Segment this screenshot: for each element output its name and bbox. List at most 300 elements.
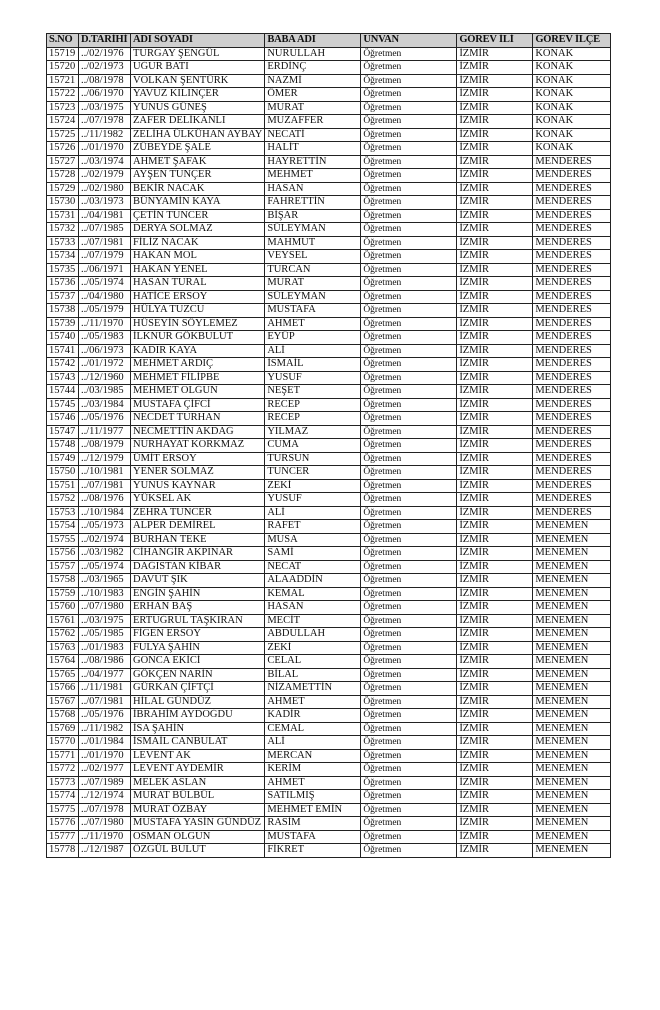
table-row <box>47 101 611 115</box>
cell-father-name: AHMET <box>265 776 361 790</box>
cell-title: Öğretmen <box>361 682 457 696</box>
cell-full-name: ENGİN ŞAHİN <box>131 587 265 601</box>
cell-province: İZMİR <box>457 736 533 750</box>
cell-province: İZMİR <box>457 763 533 777</box>
cell-sno: 15745 <box>47 398 79 412</box>
table-row <box>47 425 611 439</box>
cell-title: Öğretmen <box>361 560 457 574</box>
cell-father-name: TURCAN <box>265 263 361 277</box>
cell-birth-date: ../01/1970 <box>79 749 131 763</box>
cell-district: MENEMEN <box>533 668 611 682</box>
table-row <box>47 614 611 628</box>
table-row <box>47 776 611 790</box>
cell-father-name: SÜLEYMAN <box>265 223 361 237</box>
cell-district: MENDERES <box>533 506 611 520</box>
cell-father-name: KADİR <box>265 709 361 723</box>
table-row <box>47 88 611 102</box>
cell-sno: 15742 <box>47 358 79 372</box>
cell-sno: 15744 <box>47 385 79 399</box>
cell-sno: 15766 <box>47 682 79 696</box>
cell-sno: 15755 <box>47 533 79 547</box>
cell-birth-date: ../07/1980 <box>79 817 131 831</box>
table-row <box>47 709 611 723</box>
table-row <box>47 47 611 61</box>
cell-title: Öğretmen <box>361 695 457 709</box>
cell-birth-date: ../04/1980 <box>79 290 131 304</box>
cell-full-name: ZÜBEYDE ŞALE <box>131 142 265 156</box>
cell-province: İZMİR <box>457 587 533 601</box>
cell-province: İZMİR <box>457 142 533 156</box>
cell-title: Öğretmen <box>361 398 457 412</box>
cell-district: MENEMEN <box>533 803 611 817</box>
table-row <box>47 817 611 831</box>
cell-birth-date: ../10/1984 <box>79 506 131 520</box>
cell-district: MENDERES <box>533 371 611 385</box>
cell-birth-date: ../03/1984 <box>79 398 131 412</box>
cell-province: İZMİR <box>457 682 533 696</box>
cell-title: Öğretmen <box>361 142 457 156</box>
cell-full-name: NECMETTİN AKDAĞ <box>131 425 265 439</box>
cell-province: İZMİR <box>457 709 533 723</box>
cell-province: İZMİR <box>457 560 533 574</box>
cell-district: MENEMEN <box>533 722 611 736</box>
cell-title: Öğretmen <box>361 47 457 61</box>
cell-full-name: ÇETİN TUNCER <box>131 209 265 223</box>
cell-father-name: MURAT <box>265 277 361 291</box>
cell-title: Öğretmen <box>361 344 457 358</box>
cell-title: Öğretmen <box>361 236 457 250</box>
cell-title: Öğretmen <box>361 371 457 385</box>
cell-birth-date: ../10/1983 <box>79 587 131 601</box>
cell-birth-date: ../02/1976 <box>79 47 131 61</box>
cell-full-name: MEHMET FİLİPBE <box>131 371 265 385</box>
cell-district: MENDERES <box>533 358 611 372</box>
cell-title: Öğretmen <box>361 628 457 642</box>
cell-birth-date: ../03/1982 <box>79 547 131 561</box>
cell-full-name: GONCA EKİCİ <box>131 655 265 669</box>
cell-title: Öğretmen <box>361 601 457 615</box>
cell-province: İZMİR <box>457 425 533 439</box>
cell-father-name: NECAT <box>265 560 361 574</box>
cell-title: Öğretmen <box>361 223 457 237</box>
cell-full-name: MUSTAFA YASİN GÜNDÜZ <box>131 817 265 831</box>
table-row <box>47 601 611 615</box>
cell-birth-date: ../03/1975 <box>79 614 131 628</box>
cell-province: İZMİR <box>457 803 533 817</box>
cell-sno: 15730 <box>47 196 79 210</box>
cell-birth-date: ../11/1981 <box>79 682 131 696</box>
table-row <box>47 587 611 601</box>
cell-birth-date: ../11/1970 <box>79 317 131 331</box>
cell-birth-date: ../03/1975 <box>79 101 131 115</box>
cell-province: İZMİR <box>457 547 533 561</box>
table-row <box>47 790 611 804</box>
cell-full-name: ZAFER DELİKANLI <box>131 115 265 129</box>
cell-birth-date: ../05/1976 <box>79 412 131 426</box>
cell-sno: 15726 <box>47 142 79 156</box>
table-row <box>47 128 611 142</box>
cell-district: MENEMEN <box>533 520 611 534</box>
cell-full-name: CİHANGİR AKPINAR <box>131 547 265 561</box>
cell-sno: 15753 <box>47 506 79 520</box>
header-full-name: ADI SOYADI <box>131 34 265 48</box>
cell-full-name: TURGAY ŞENGÜL <box>131 47 265 61</box>
cell-sno: 15723 <box>47 101 79 115</box>
cell-full-name: MUSTAFA ÇİFCİ <box>131 398 265 412</box>
cell-sno: 15747 <box>47 425 79 439</box>
cell-title: Öğretmen <box>361 182 457 196</box>
cell-district: MENEMEN <box>533 817 611 831</box>
cell-title: Öğretmen <box>361 830 457 844</box>
table-row <box>47 695 611 709</box>
table-row <box>47 304 611 318</box>
cell-father-name: MUSTAFA <box>265 830 361 844</box>
cell-province: İZMİR <box>457 331 533 345</box>
cell-sno: 15754 <box>47 520 79 534</box>
cell-full-name: OSMAN OLGUN <box>131 830 265 844</box>
cell-sno: 15722 <box>47 88 79 102</box>
cell-father-name: ZEKİ <box>265 479 361 493</box>
cell-father-name: NAZMİ <box>265 74 361 88</box>
cell-birth-date: ../04/1981 <box>79 209 131 223</box>
cell-district: MENEMEN <box>533 574 611 588</box>
cell-title: Öğretmen <box>361 412 457 426</box>
cell-sno: 15732 <box>47 223 79 237</box>
cell-father-name: MERCAN <box>265 749 361 763</box>
cell-father-name: RASİM <box>265 817 361 831</box>
cell-title: Öğretmen <box>361 196 457 210</box>
table-body <box>47 47 611 857</box>
cell-province: İZMİR <box>457 695 533 709</box>
table-row <box>47 560 611 574</box>
table-row <box>47 142 611 156</box>
cell-birth-date: ../07/1980 <box>79 601 131 615</box>
cell-sno: 15738 <box>47 304 79 318</box>
cell-title: Öğretmen <box>361 641 457 655</box>
cell-sno: 15768 <box>47 709 79 723</box>
cell-full-name: ERTUĞRUL TAŞKIRAN <box>131 614 265 628</box>
cell-district: KONAK <box>533 61 611 75</box>
cell-sno: 15775 <box>47 803 79 817</box>
table-row <box>47 655 611 669</box>
header-birth-date: D.TARİHİ <box>79 34 131 48</box>
table-row <box>47 263 611 277</box>
cell-birth-date: ../12/1979 <box>79 452 131 466</box>
table-row <box>47 385 611 399</box>
cell-full-name: ZELİHA ÜLKÜHAN AYBAY <box>131 128 265 142</box>
cell-province: İZMİR <box>457 520 533 534</box>
cell-sno: 15777 <box>47 830 79 844</box>
cell-full-name: İBRAHİM AYDOĞDU <box>131 709 265 723</box>
cell-title: Öğretmen <box>361 749 457 763</box>
cell-full-name: İLKNUR GÖKBULUT <box>131 331 265 345</box>
table-row <box>47 628 611 642</box>
cell-sno: 15776 <box>47 817 79 831</box>
cell-province: İZMİR <box>457 614 533 628</box>
cell-father-name: SATILMIŞ <box>265 790 361 804</box>
cell-title: Öğretmen <box>361 763 457 777</box>
cell-father-name: MUSTAFA <box>265 304 361 318</box>
cell-father-name: MEHMET <box>265 169 361 183</box>
cell-sno: 15769 <box>47 722 79 736</box>
cell-province: İZMİR <box>457 61 533 75</box>
cell-district: MENEMEN <box>533 628 611 642</box>
table-row <box>47 223 611 237</box>
header-father-name: BABA ADI <box>265 34 361 48</box>
cell-sno: 15735 <box>47 263 79 277</box>
teacher-assignment-table <box>46 33 611 858</box>
cell-title: Öğretmen <box>361 479 457 493</box>
cell-district: KONAK <box>533 101 611 115</box>
cell-province: İZMİR <box>457 371 533 385</box>
cell-district: MENEMEN <box>533 776 611 790</box>
header-sno: S.NO <box>47 34 79 48</box>
cell-title: Öğretmen <box>361 74 457 88</box>
cell-district: MENDERES <box>533 344 611 358</box>
cell-sno: 15756 <box>47 547 79 561</box>
cell-father-name: TURSUN <box>265 452 361 466</box>
cell-sno: 15760 <box>47 601 79 615</box>
cell-birth-date: ../02/1980 <box>79 182 131 196</box>
cell-birth-date: ../02/1974 <box>79 533 131 547</box>
cell-district: MENDERES <box>533 466 611 480</box>
table-row <box>47 533 611 547</box>
cell-district: MENEMEN <box>533 614 611 628</box>
cell-full-name: NURHAYAT KORKMAZ <box>131 439 265 453</box>
cell-province: İZMİR <box>457 574 533 588</box>
cell-father-name: NURULLAH <box>265 47 361 61</box>
cell-full-name: ZEHRA TUNCER <box>131 506 265 520</box>
cell-district: MENEMEN <box>533 736 611 750</box>
cell-sno: 15719 <box>47 47 79 61</box>
cell-full-name: YUNUS GÜNEŞ <box>131 101 265 115</box>
cell-title: Öğretmen <box>361 736 457 750</box>
cell-title: Öğretmen <box>361 655 457 669</box>
cell-father-name: KEMAL <box>265 587 361 601</box>
cell-title: Öğretmen <box>361 533 457 547</box>
cell-birth-date: ../01/1984 <box>79 736 131 750</box>
cell-province: İZMİR <box>457 790 533 804</box>
cell-father-name: HASAN <box>265 182 361 196</box>
cell-father-name: ALİ <box>265 344 361 358</box>
cell-district: MENEMEN <box>533 601 611 615</box>
cell-father-name: YUSUF <box>265 371 361 385</box>
cell-province: İZMİR <box>457 830 533 844</box>
cell-full-name: AYŞEN TUNÇER <box>131 169 265 183</box>
cell-province: İZMİR <box>457 668 533 682</box>
cell-birth-date: ../02/1973 <box>79 61 131 75</box>
cell-district: MENEMEN <box>533 641 611 655</box>
cell-title: Öğretmen <box>361 169 457 183</box>
cell-title: Öğretmen <box>361 520 457 534</box>
cell-father-name: BİŞAR <box>265 209 361 223</box>
cell-father-name: ERDİNÇ <box>265 61 361 75</box>
cell-district: MENDERES <box>533 317 611 331</box>
cell-district: KONAK <box>533 47 611 61</box>
cell-birth-date: ../12/1987 <box>79 844 131 858</box>
cell-sno: 15772 <box>47 763 79 777</box>
cell-full-name: DAĞISTAN KİBAR <box>131 560 265 574</box>
cell-province: İZMİR <box>457 776 533 790</box>
cell-birth-date: ../08/1976 <box>79 493 131 507</box>
cell-birth-date: ../12/1960 <box>79 371 131 385</box>
cell-district: MENEMEN <box>533 790 611 804</box>
cell-district: MENEMEN <box>533 830 611 844</box>
cell-full-name: HATİCE ERSOY <box>131 290 265 304</box>
cell-district: MENDERES <box>533 331 611 345</box>
cell-father-name: ÖMER <box>265 88 361 102</box>
cell-father-name: YILMAZ <box>265 425 361 439</box>
cell-district: MENDERES <box>533 277 611 291</box>
cell-birth-date: ../06/1973 <box>79 344 131 358</box>
table-row <box>47 317 611 331</box>
cell-district: MENEMEN <box>533 844 611 858</box>
cell-father-name: HASAN <box>265 601 361 615</box>
cell-full-name: NECDET TURHAN <box>131 412 265 426</box>
cell-title: Öğretmen <box>361 209 457 223</box>
cell-district: MENDERES <box>533 155 611 169</box>
cell-title: Öğretmen <box>361 358 457 372</box>
cell-title: Öğretmen <box>361 304 457 318</box>
cell-full-name: MURAT BÜLBÜL <box>131 790 265 804</box>
cell-full-name: YUNUS KAYNAR <box>131 479 265 493</box>
cell-province: İZMİR <box>457 317 533 331</box>
cell-father-name: MUZAFFER <box>265 115 361 129</box>
cell-district: MENEMEN <box>533 587 611 601</box>
cell-full-name: HAKAN MOL <box>131 250 265 264</box>
cell-birth-date: ../05/1985 <box>79 628 131 642</box>
cell-birth-date: ../07/1981 <box>79 695 131 709</box>
cell-district: MENDERES <box>533 182 611 196</box>
table-row <box>47 844 611 858</box>
cell-full-name: HASAN TURAL <box>131 277 265 291</box>
table-row <box>47 668 611 682</box>
cell-title: Öğretmen <box>361 668 457 682</box>
cell-sno: 15765 <box>47 668 79 682</box>
cell-father-name: MUSA <box>265 533 361 547</box>
cell-title: Öğretmen <box>361 506 457 520</box>
cell-sno: 15729 <box>47 182 79 196</box>
cell-province: İZMİR <box>457 641 533 655</box>
cell-title: Öğretmen <box>361 452 457 466</box>
cell-father-name: VEYSEL <box>265 250 361 264</box>
cell-province: İZMİR <box>457 115 533 129</box>
cell-full-name: UĞUR BATI <box>131 61 265 75</box>
cell-district: MENDERES <box>533 304 611 318</box>
cell-title: Öğretmen <box>361 614 457 628</box>
header-district: GÖREV İLÇE <box>533 34 611 48</box>
cell-district: MENDERES <box>533 439 611 453</box>
cell-province: İZMİR <box>457 277 533 291</box>
table-row <box>47 344 611 358</box>
cell-father-name: AHMET <box>265 317 361 331</box>
cell-birth-date: ../08/1979 <box>79 439 131 453</box>
cell-province: İZMİR <box>457 358 533 372</box>
cell-sno: 15767 <box>47 695 79 709</box>
table-row <box>47 722 611 736</box>
cell-birth-date: ../10/1981 <box>79 466 131 480</box>
cell-district: MENEMEN <box>533 749 611 763</box>
table-row <box>47 115 611 129</box>
cell-sno: 15739 <box>47 317 79 331</box>
cell-birth-date: ../02/1977 <box>79 763 131 777</box>
table-row <box>47 371 611 385</box>
cell-full-name: LEVENT AK <box>131 749 265 763</box>
table-row <box>47 506 611 520</box>
cell-birth-date: ../01/1970 <box>79 142 131 156</box>
table-row <box>47 452 611 466</box>
cell-title: Öğretmen <box>361 88 457 102</box>
cell-province: İZMİR <box>457 506 533 520</box>
cell-birth-date: ../11/1970 <box>79 830 131 844</box>
cell-province: İZMİR <box>457 128 533 142</box>
cell-title: Öğretmen <box>361 493 457 507</box>
cell-district: MENEMEN <box>533 763 611 777</box>
cell-father-name: SAMİ <box>265 547 361 561</box>
cell-district: MENDERES <box>533 169 611 183</box>
cell-title: Öğretmen <box>361 844 457 858</box>
cell-full-name: MEHMET ARDIÇ <box>131 358 265 372</box>
cell-title: Öğretmen <box>361 722 457 736</box>
cell-father-name: HAYRETTİN <box>265 155 361 169</box>
cell-province: İZMİR <box>457 196 533 210</box>
table-row <box>47 250 611 264</box>
cell-sno: 15763 <box>47 641 79 655</box>
cell-sno: 15750 <box>47 466 79 480</box>
cell-birth-date: ../01/1983 <box>79 641 131 655</box>
cell-title: Öğretmen <box>361 547 457 561</box>
table-row <box>47 479 611 493</box>
cell-full-name: FİGEN ERSOY <box>131 628 265 642</box>
cell-province: İZMİR <box>457 101 533 115</box>
cell-province: İZMİR <box>457 74 533 88</box>
cell-birth-date: ../02/1979 <box>79 169 131 183</box>
cell-district: MENDERES <box>533 209 611 223</box>
cell-father-name: YUSUF <box>265 493 361 507</box>
cell-title: Öğretmen <box>361 385 457 399</box>
cell-sno: 15759 <box>47 587 79 601</box>
cell-title: Öğretmen <box>361 155 457 169</box>
cell-title: Öğretmen <box>361 250 457 264</box>
table-row <box>47 61 611 75</box>
cell-title: Öğretmen <box>361 101 457 115</box>
table-row <box>47 682 611 696</box>
cell-full-name: İSA ŞAHİN <box>131 722 265 736</box>
cell-title: Öğretmen <box>361 709 457 723</box>
cell-district: MENDERES <box>533 223 611 237</box>
cell-birth-date: ../01/1972 <box>79 358 131 372</box>
cell-province: İZMİR <box>457 304 533 318</box>
cell-birth-date: ../12/1974 <box>79 790 131 804</box>
cell-title: Öğretmen <box>361 466 457 480</box>
cell-sno: 15758 <box>47 574 79 588</box>
table-row <box>47 439 611 453</box>
cell-province: İZMİR <box>457 47 533 61</box>
cell-sno: 15734 <box>47 250 79 264</box>
cell-title: Öğretmen <box>361 776 457 790</box>
cell-full-name: BEKİR NACAK <box>131 182 265 196</box>
cell-full-name: AHMET ŞAFAK <box>131 155 265 169</box>
cell-sno: 15743 <box>47 371 79 385</box>
cell-sno: 15761 <box>47 614 79 628</box>
cell-province: İZMİR <box>457 344 533 358</box>
cell-father-name: MURAT <box>265 101 361 115</box>
cell-district: MENDERES <box>533 479 611 493</box>
cell-full-name: BÜNYAMİN KAYA <box>131 196 265 210</box>
cell-sno: 15764 <box>47 655 79 669</box>
cell-sno: 15728 <box>47 169 79 183</box>
cell-father-name: CELAL <box>265 655 361 669</box>
